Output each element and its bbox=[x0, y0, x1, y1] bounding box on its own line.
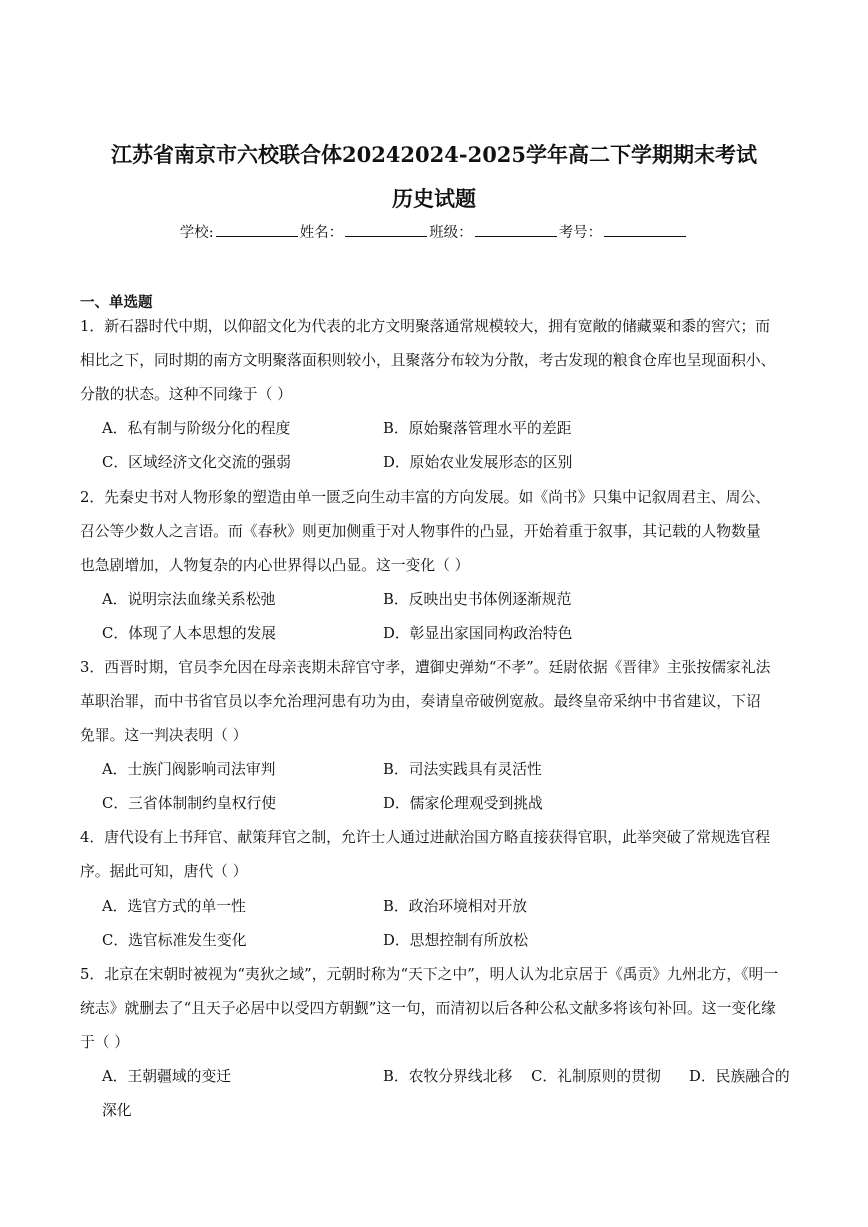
question-5-options-bcd: B．农牧分界线北移 C．礼制原则的贯彻 D．民族融合的 bbox=[383, 1068, 790, 1085]
class-blank bbox=[475, 222, 557, 237]
question-4-option-d: D．思想控制有所放松 bbox=[383, 932, 529, 949]
question-line: 相比之下，同时期的南方文明聚落面积则较小，且聚落分布较为分散，考古发现的粮食仓库也呈现面积小、 bbox=[80, 352, 776, 369]
question-3-option-a: A．士族门阀影响司法审判 bbox=[102, 761, 276, 778]
question-line: 也急剧增加，人物复杂的内心世界得以凸显。这一变化（ ） bbox=[80, 557, 470, 574]
question-1-option-b: B．原始聚落管理水平的差距 bbox=[383, 420, 572, 437]
exam-no-blank bbox=[604, 222, 686, 237]
question-line: 免罪。这一判决表明（ ） bbox=[80, 727, 248, 744]
exam-title: 江苏省南京市六校联合体20242024-2025学年高二下学期期末考试 bbox=[110, 142, 758, 167]
question-1-option-d: D．原始农业发展形态的区别 bbox=[383, 454, 573, 471]
student-info-line bbox=[0, 221, 868, 242]
question-line: 1．新石器时代中期，以仰韶文化为代表的北方文明聚落通常规模较大，拥有宽敞的储藏粟和黍的窖穴；而 bbox=[80, 318, 771, 335]
school-label: 学校: bbox=[179, 225, 214, 241]
question-4-option-c: C．选官标准发生变化 bbox=[102, 932, 247, 949]
question-line: 于（ ） bbox=[80, 1034, 130, 1051]
question-line: 统志》就删去了“且天子必居中以受四方朝觐”这一句，而清初以后各种公私文献多将该句补回。这一变化缘 bbox=[80, 1000, 776, 1017]
question-line: 序。据此可知，唐代（ ） bbox=[80, 863, 248, 880]
name-label: 姓名： bbox=[299, 225, 344, 241]
question-3-stem bbox=[80, 651, 790, 753]
question-line: 4．唐代设有上书拜官、献策拜官之制，允许士人通过进献治国方略直接获得官职，此举突破了常规选官程 bbox=[80, 829, 771, 846]
question-line: 5．北京在宋朝时被视为“夷狄之域”，元朝时称为“天下之中”，明人认为北京居于《禹贡》九州北方，《明一 bbox=[80, 966, 779, 983]
class-label: 班级： bbox=[429, 225, 473, 241]
question-4-option-b: B．政治环境相对开放 bbox=[383, 898, 528, 915]
question-line: 革职治罪，而中书省官员以李允治理河患有功为由，奏请皇帝破例宽赦。最终皇帝采纳中书省建议，下诏 bbox=[80, 693, 761, 710]
section-heading: 一、单选题 bbox=[80, 294, 153, 311]
question-3-option-d: D．儒家伦理观受到挑战 bbox=[383, 795, 543, 812]
question-5-stem bbox=[80, 958, 790, 1060]
exam-no-label: 考号： bbox=[558, 225, 603, 241]
question-line: 2．先秦史书对人物形象的塑造由单一匮乏向生动丰富的方向发展。如《尚书》只集中记叙周君主、周公、 bbox=[80, 489, 771, 506]
question-2-stem bbox=[80, 481, 790, 583]
question-2-option-c: C．体现了人本思想的发展 bbox=[102, 625, 277, 642]
question-3-option-b: B．司法实践具有灵活性 bbox=[383, 761, 542, 778]
question-3-option-c: C．三省体制制约皇权行使 bbox=[102, 795, 277, 812]
question-2-option-b: B．反映出史书体例逐渐规范 bbox=[383, 591, 572, 608]
question-line: 分散的状态。这种不同缘于（ ） bbox=[80, 386, 292, 403]
question-1-stem bbox=[80, 310, 790, 412]
question-2-option-d: D．彰显出家国同构政治特色 bbox=[383, 625, 573, 642]
question-1-option-a: A．私有制与阶级分化的程度 bbox=[102, 420, 291, 437]
question-line: 召公等少数人之言语。而《春秋》则更加侧重于对人物事件的凸显，开始着重于叙事，其记载的人物数量 bbox=[80, 523, 761, 540]
question-4-stem bbox=[80, 821, 790, 889]
question-2-option-a: A．说明宗法血缘关系松弛 bbox=[102, 591, 276, 608]
school-blank bbox=[216, 222, 298, 237]
question-5-option-a: A．王朝疆域的变迁 bbox=[102, 1068, 232, 1085]
question-4-option-a: A．选官方式的单一性 bbox=[102, 898, 246, 915]
question-line: 3．西晋时期，官员李允因在母亲丧期未辞官守孝，遭御史弹劾“不孝”。廷尉依据《晋律》主张按儒家礼法 bbox=[80, 659, 771, 676]
question-5-option-wrap: 深化 bbox=[102, 1102, 132, 1119]
question-1-option-c: C．区域经济文化交流的强弱 bbox=[102, 454, 291, 471]
name-blank bbox=[345, 222, 427, 237]
exam-subtitle: 历史试题 bbox=[392, 186, 476, 211]
